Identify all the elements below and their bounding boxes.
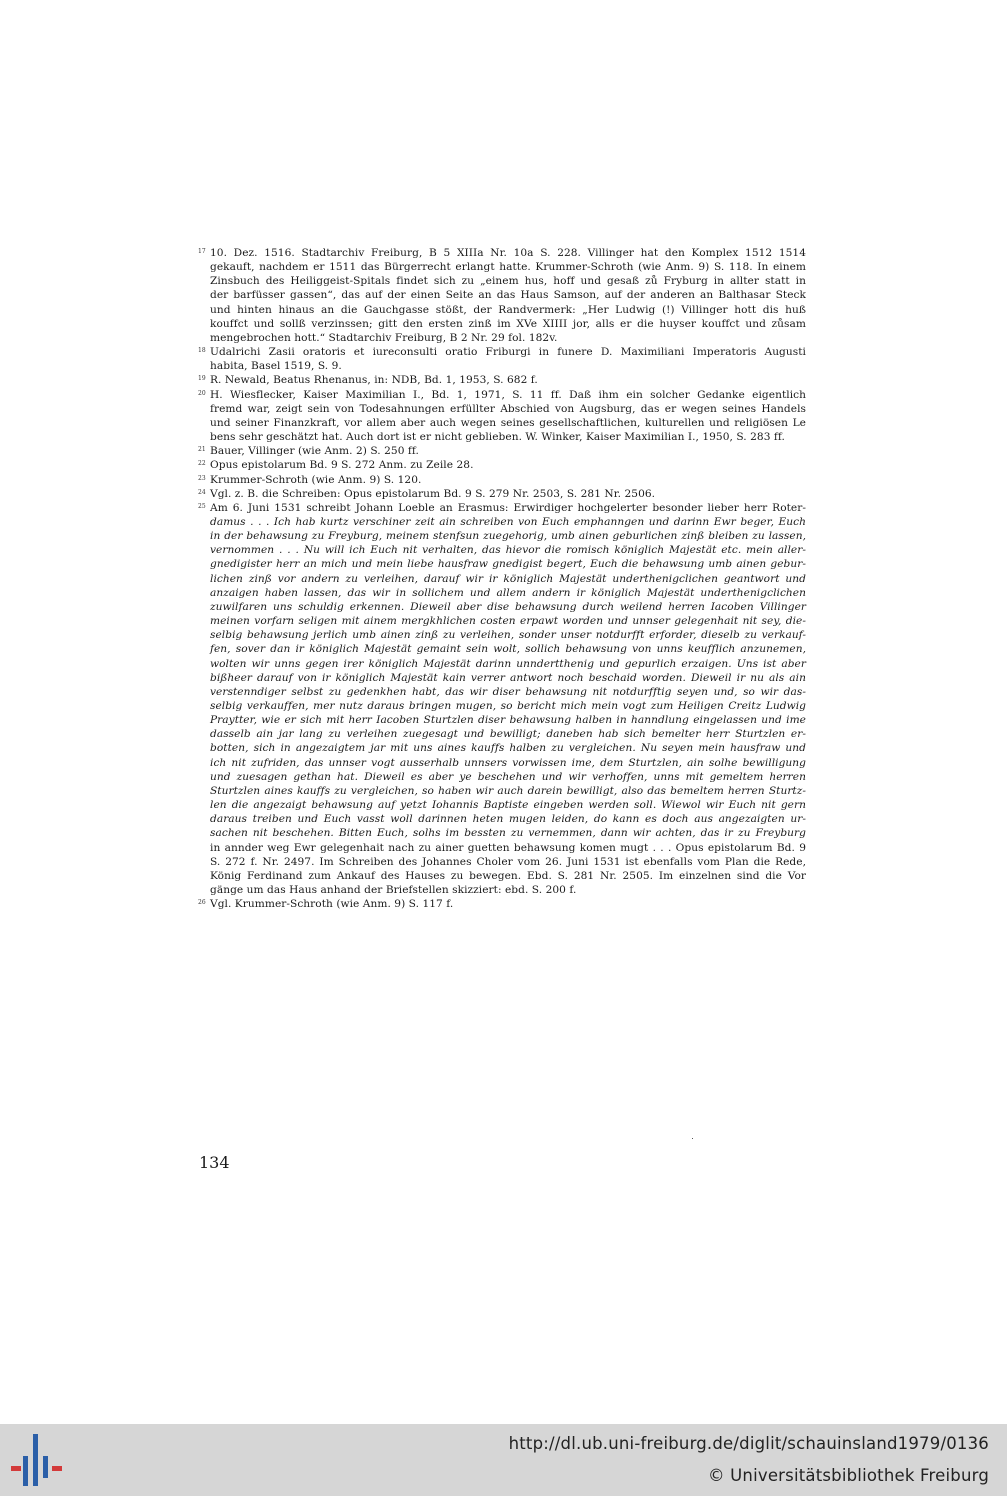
footnote-line: Opus epistolarum Bd. 9 S. 272 Anm. zu Zeile 28. bbox=[210, 459, 474, 472]
footnote-number: 25 bbox=[198, 502, 206, 510]
page-number: 134 bbox=[199, 1153, 230, 1172]
footnote-text bbox=[210, 388, 806, 445]
footnote-line: in der behawsung zu Freyburg, meinem stenfsun zuegehorig, umb ainen geburlichen zinß bleiben zu lassen, bbox=[210, 530, 806, 543]
footnote-line: bißheer darauf von ir königlich Majestät kain verrer antwort noch beschaid worden. Dieweil ir nu als ain bbox=[210, 671, 806, 684]
footnote-line: gänge um das Haus anhand der Briefstellen skizziert: ebd. S. 200 f. bbox=[210, 884, 577, 897]
footnote-text bbox=[210, 345, 806, 373]
footnote-number: 22 bbox=[198, 460, 206, 468]
footnote-number: 26 bbox=[198, 899, 206, 907]
footnote-line: Krummer-Schroth (wie Anm. 9) S. 120. bbox=[210, 473, 422, 486]
footnotes bbox=[198, 246, 806, 911]
footnote-line: Vgl. Krummer-Schroth (wie Anm. 9) S. 117 f. bbox=[210, 898, 454, 911]
footnote-number: 23 bbox=[198, 474, 206, 482]
footnote-line: mengebrochen hott.“ Stadtarchiv Freiburg, B 2 Nr. 29 fol. 182v. bbox=[210, 331, 558, 344]
footnote-line: verstenndiger selbst zu gedenkhen habt, das wir diser behawsung nit notdurfftig seyen und, so wir das- bbox=[210, 685, 806, 698]
footnote-line: 10. Dez. 1516. Stadtarchiv Freiburg, B 5 XIIIa Nr. 10a S. 228. Villinger hat den Komplex 1512 1514 bbox=[210, 247, 806, 259]
footnote-line: Zinsbuch des Heiliggeist-Spitals findet sich zu „einem hus, hoff und gesaß zů Fryburg in allter statt in bbox=[210, 275, 806, 288]
footnote-text bbox=[210, 246, 806, 345]
footnote-text bbox=[210, 444, 806, 458]
footnote-line: gnedigister herr an mich und mein liebe hausfraw gnedigist begert, Euch die behawsung umb ainen gebur- bbox=[210, 558, 806, 571]
footnote-26 bbox=[198, 897, 806, 911]
footnote-line: zuwilfaren uns schuldig erkennen. Dieweil aber dise behawsung durch weilend herren Iacoben Villinger bbox=[210, 600, 806, 613]
footnote-text bbox=[210, 501, 806, 897]
footnote-line: fen, sover dan ir königlich Majestät gemaint sein wolt, sollich behawsung von unns keufflich anzunemen, bbox=[210, 643, 806, 656]
footnote-number: 18 bbox=[198, 347, 206, 355]
footnote-line: meinen vorfarn seligen mit ainem mergkhlichen costen erpawt worden und unnser gelegenhait nit sey, die- bbox=[210, 615, 806, 628]
footnote-line: vernommen . . . Nu will ich Euch nit verhalten, das hievor die romisch königlich Majestät etc. mein aller- bbox=[210, 544, 806, 557]
footer-bar bbox=[0, 1424, 1007, 1496]
footnote-line: H. Wiesflecker, Kaiser Maximilian I., Bd. 1, 1971, S. 11 ff. Daß ihm ein solcher Gedanke eigentlich bbox=[210, 388, 806, 401]
library-logo-icon[interactable] bbox=[10, 1434, 64, 1486]
footnote-21 bbox=[198, 444, 806, 458]
footnote-line: damus . . . Ich hab kurtz verschiner zeit ain schreiben von Euch emphanngen und darinn Ewr beger, Euch bbox=[210, 515, 806, 528]
footnote-text bbox=[210, 487, 806, 501]
footnote-line: wolten wir unns gegen irer königlich Majestät darinn unndertthenig und gepurlich erzaigen. Uns ist aber bbox=[210, 657, 806, 670]
footnote-20 bbox=[198, 388, 806, 445]
footnote-line: sachen nit beschehen. Bitten Euch, solhs im bessten zu vernemmen, dann wir achten, das ir zu Freyburg bbox=[210, 827, 806, 840]
footnote-line: ich nit zufriden, das unnser vogt ausserhalb unnsers vorwissen ime, dem Sturtzlen, ain solhe bewilligung bbox=[210, 756, 806, 769]
footnote-number: 21 bbox=[198, 446, 206, 454]
footnote-line: habita, Basel 1519, S. 9. bbox=[210, 360, 342, 373]
footnote-line: lichen zinß vor andern zu verleihen, darauf wir ir königlich Majestät underthenigclichen geantwort und bbox=[210, 572, 806, 585]
footnote-line: R. Newald, Beatus Rhenanus, in: NDB, Bd. 1, 1953, S. 682 f. bbox=[210, 374, 538, 387]
footnote-line: fremd war, zeigt sein von Todesahnungen erfüllter Abschied von Augsburg, das er wegen seines Handels bbox=[210, 402, 806, 415]
footnote-22 bbox=[198, 458, 806, 472]
copyright-notice: © Universitätsbibliothek Freiburg bbox=[707, 1466, 989, 1485]
footnote-25 bbox=[198, 501, 806, 897]
footnote-text bbox=[210, 458, 806, 472]
footnote-number: 17 bbox=[198, 248, 206, 255]
footnote-line: der barfüsser gassen“, das auf der einen Seite an das Haus Samson, auf der anderen an Balthasar Steck bbox=[210, 289, 806, 302]
footnote-number: 19 bbox=[198, 375, 206, 383]
footnote-line: und seiner Finanzkraft, vor allem aber auch wegen seines gesellschaftlichen, kulturellen und religiösen Le bbox=[210, 416, 806, 429]
footnote-line: gekauft, nachdem er 1511 das Bürgerrecht erlangt hatte. Krummer-Schroth (wie Anm. 9) S. 118. In einem bbox=[210, 261, 806, 274]
footnote-line: und zuesagen gethan hat. Dieweil es aber ye beschehen und wir verhoffen, unns mit gemeltem herren bbox=[210, 770, 806, 783]
footnote-line: kouffct und sollß verzinssen; gitt den ersten zinß im XVe XIIII jor, alls er die huyser kouffct und zůsam bbox=[210, 317, 806, 330]
footnote-line: Sturtzlen aines kauffs zu vergleichen, so haben wir auch darein bewilligt, also das bemeltem herren Sturtz- bbox=[210, 784, 806, 797]
footnote-text bbox=[210, 473, 806, 487]
footnote-line: Praytter, wie er sich mit herr Iacoben Sturtzlen diser behawsung halben in hanndlung eingelassen und ime bbox=[210, 714, 806, 727]
footnote-line: botten, sich in angezaigtem jar mit uns aines kauffs halben zu vergleichen. Nu seyen mein hausfraw und bbox=[210, 742, 806, 755]
footnote-line: und hinten hinaus an die Gauchgasse stößt, der Randvermerk: „Her Ludwig (!) Villinger hott dis huß bbox=[210, 303, 806, 316]
footnote-line: anzaigen haben lassen, das wir in sollichem und allem andern ir königlich Majestät underthenigclichen bbox=[210, 586, 806, 599]
footnote-17 bbox=[198, 246, 806, 345]
footnote-line: König Ferdinand zum Ankauf des Hauses zu bewegen. Ebd. S. 281 Nr. 2505. Im einzelnen sind die Vor bbox=[210, 869, 806, 882]
footnote-24 bbox=[198, 487, 806, 501]
footnote-line: S. 272 f. Nr. 2497. Im Schreiben des Johannes Choler vom 26. Juni 1531 ist ebenfalls vom Plan die Rede, bbox=[210, 855, 806, 868]
footnote-line: Am 6. Juni 1531 schreibt Johann Loeble an Erasmus: Erwirdiger hochgelerter besonder lieber herr Roter- bbox=[210, 501, 806, 514]
footnote-18 bbox=[198, 345, 806, 373]
footnote-line: in annder weg Ewr gelegenhait nach zu ainer guetten behawsung komen mugt . . . Opus epistolarum Bd. 9 bbox=[210, 841, 806, 854]
footnote-line: Vgl. z. B. die Schreiben: Opus epistolarum Bd. 9 S. 279 Nr. 2503, S. 281 Nr. 2506. bbox=[210, 487, 656, 500]
footnote-number: 20 bbox=[198, 389, 206, 397]
footnote-19 bbox=[198, 373, 806, 387]
footnote-line: len die angezaigt behawsung auf yetzt Iohannis Baptiste eingeben werden soll. Wiewol wir Euch nit gern bbox=[210, 799, 806, 812]
footnote-number: 24 bbox=[198, 488, 206, 496]
footnote-line: Bauer, Villinger (wie Anm. 2) S. 250 ff. bbox=[210, 445, 419, 458]
scan-speck bbox=[692, 1138, 693, 1139]
footnote-line: dasselb ain jar lang zu verleihen zuegesagt und bewilligt; daneben hab sich bemelter herr Sturtzlen er- bbox=[210, 728, 806, 741]
footnote-line: daraus treiben und Euch vasst woll darinnen heten mugen leiden, do kann es doch aus angezaigten ur- bbox=[210, 813, 806, 826]
footnote-text bbox=[210, 373, 806, 387]
footnote-line: selbig behawsung jerlich umb ainen zinß zu verleihen, sonder unser notdurfft erforder, dieselb zu verkauf- bbox=[210, 629, 806, 642]
footnote-line: selbig verkauffen, mer nutz daraus bringen mugen, so bericht mich mein vogt zum Heiligen Creitz Ludwig bbox=[210, 700, 806, 712]
footnote-line: Udalrichi Zasii oratoris et iureconsulti oratio Friburgi in funere D. Maximiliani Imperatoris Augusti bbox=[210, 346, 806, 359]
footnote-line: bens sehr geschätzt hat. Auch dort ist er nicht geblieben. W. Winker, Kaiser Maximilian I., 1950, S. 283 ff. bbox=[210, 431, 785, 444]
document-url-link[interactable]: http://dl.ub.uni-freiburg.de/diglit/schauinsland1979/0136 bbox=[508, 1434, 989, 1453]
footnote-23 bbox=[198, 473, 806, 487]
footnote-text bbox=[210, 897, 806, 911]
